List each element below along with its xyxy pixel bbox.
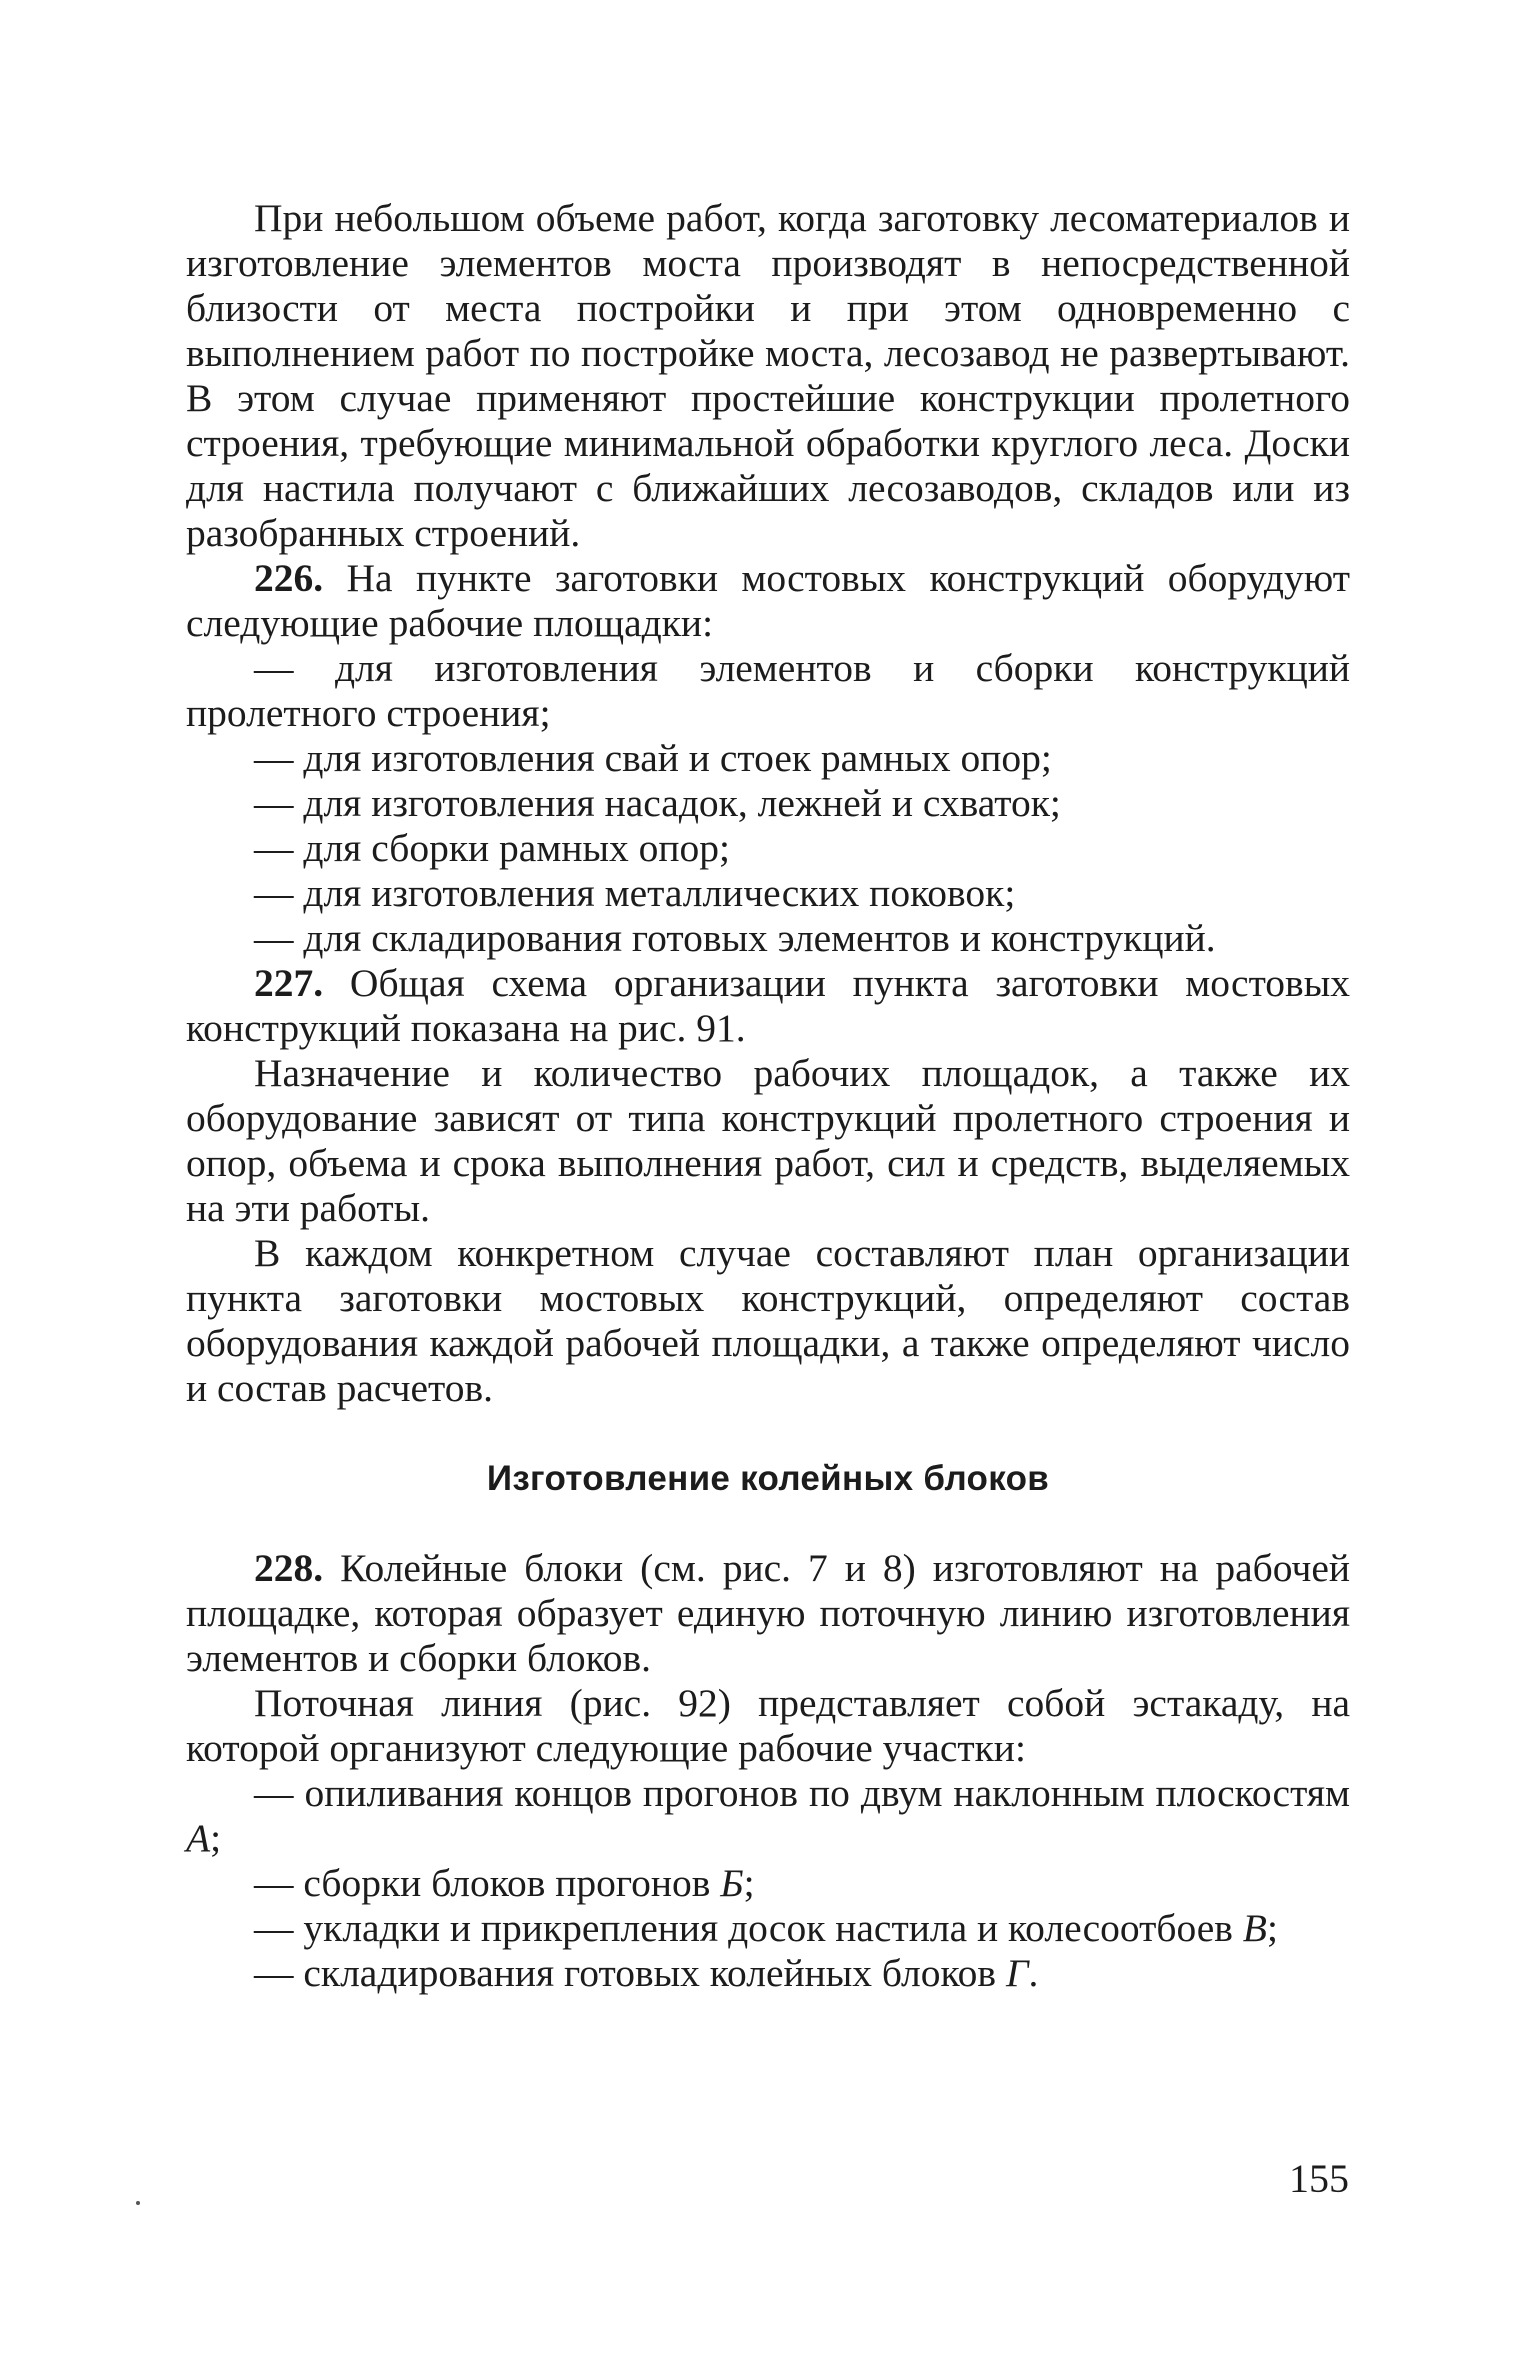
list-item-end: ; <box>210 1816 222 1860</box>
paragraph-227 <box>186 961 1350 1051</box>
clause-number-226: 226. <box>254 556 324 600</box>
print-speck <box>136 2201 140 2205</box>
list-item <box>186 1771 1350 1861</box>
page-number: 155 <box>1289 2156 1349 2201</box>
paragraph-purpose: Назначение и количество рабочих площадок, а также их оборудование зависят от типа конструкций пролетного строения и опор, объема и срока выполнения работ, сил и средств, выделяемых на эти работы. <box>186 1051 1350 1230</box>
clause-number-228: 228. <box>254 1546 324 1590</box>
list-item-text: — опиливания концов прогонов по двум наклонным плоскостям <box>254 1771 1350 1815</box>
page-body <box>186 196 1350 1996</box>
list-item-end: . <box>1028 1951 1039 1995</box>
list-item-end: ; <box>1266 1906 1278 1950</box>
list-item-end: ; <box>743 1861 755 1905</box>
list-item: — для изготовления свай и стоек рамных опор; <box>254 736 1052 780</box>
paragraph-228-text: Колейные блоки (см. рис. 7 и 8) изготовляют на рабочей площадке, которая образует единую поточную линию изготовления элементов и сборки блоков. <box>186 1546 1350 1680</box>
list-item: — для изготовления насадок, лежней и схваток; <box>254 781 1061 825</box>
list-item <box>186 1906 1350 1951</box>
paragraph-226 <box>186 556 1350 646</box>
list-item: — для складирования готовых элементов и конструкций. <box>254 916 1216 960</box>
list-item-text: — укладки и прикрепления досок настила и колесоотбоев <box>254 1906 1243 1950</box>
paragraph-226-text: На пункте заготовки мостовых конструкций оборудуют следующие рабочие площадки: <box>186 556 1350 645</box>
list-item: — для изготовления металлических поковок; <box>254 871 1016 915</box>
section-heading: Изготовление колейных блоков <box>486 1459 1050 1498</box>
paragraph-228 <box>186 1546 1350 1681</box>
paragraph-flow-line: Поточная линия (рис. 92) представляет собой эстакаду, на которой организуют следующие рабочие участки: <box>186 1681 1350 1770</box>
list-item-text: — сборки блоков прогонов <box>254 1861 721 1905</box>
paragraph-227-text: Общая схема организации пункта заготовки мостовых конструкций показана на рис. 91. <box>186 961 1350 1050</box>
section-letter: Г <box>1005 1951 1029 1995</box>
section-letter: А <box>186 1816 211 1860</box>
list-item: — для сборки рамных опор; <box>254 826 730 870</box>
list-item: — для изготовления элементов и сборки конструкций пролетного строения; <box>186 646 1350 735</box>
section-letter: В <box>1242 1906 1267 1950</box>
paragraph-intro: При небольшом объеме работ, когда заготовку лесоматериалов и изготовление элементов моста производят в непосредственной близости от места постройки и при этом одновременно с выполнением работ по постройке моста, лесозавод не развертывают. В этом случае применяют простейшие конструкции пролетного строения, требующие минимальной обработки круглого леса. Доски для настила получают с ближайших лесозаводов, складов или из разобранных строений. <box>186 196 1350 555</box>
clause-number-227: 227. <box>254 961 324 1005</box>
paragraph-plan: В каждом конкретном случае составляют план организации пункта заготовки мостовых конструкций, определяют состав оборудования каждой рабочей площадки, а также определяют число и состав расчетов. <box>186 1231 1350 1410</box>
list-item <box>186 1951 1350 1996</box>
list-item <box>186 1861 1350 1906</box>
list-item-text: — складирования готовых колейных блоков <box>254 1951 1006 1995</box>
section-letter: Б <box>720 1861 744 1905</box>
